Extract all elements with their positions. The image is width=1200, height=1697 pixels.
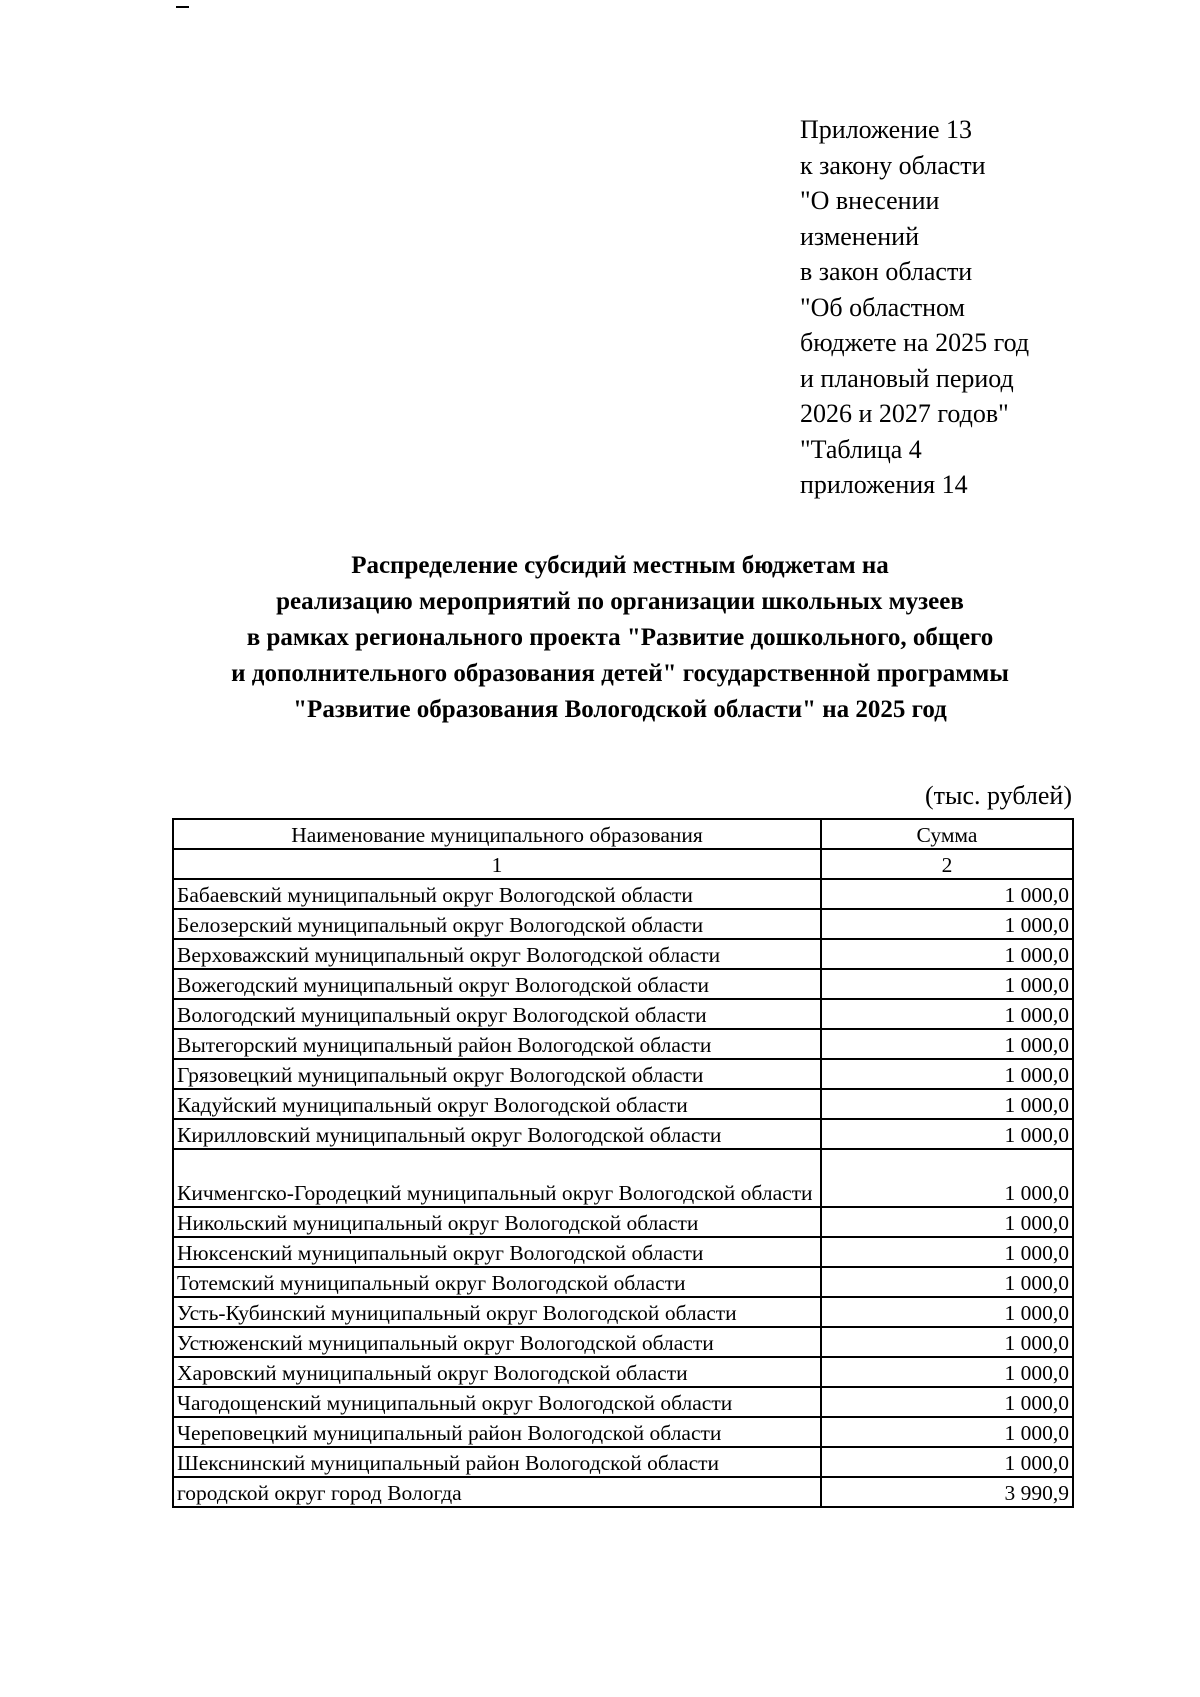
appendix-line: и плановый период (800, 363, 1014, 393)
appendix-line: приложения 14 (800, 470, 968, 499)
column-number: 2 (821, 849, 1073, 879)
municipality-name: Белозерский муниципальный округ Вологодской области (173, 909, 821, 939)
header-row (173, 819, 1073, 849)
subsidy-amount: 1 000,0 (821, 1417, 1073, 1447)
subsidy-amount: 1 000,0 (821, 1207, 1073, 1237)
subsidy-amount: 1 000,0 (821, 969, 1073, 999)
table-row (173, 1297, 1073, 1327)
municipality-name: Никольский муниципальный округ Вологодской области (173, 1207, 821, 1237)
appendix-line: изменений (800, 221, 920, 251)
appendix-line: "О внесении (800, 186, 940, 215)
table-row (173, 1327, 1073, 1357)
table-row (173, 879, 1073, 909)
table-row (173, 1089, 1073, 1119)
appendix-line: бюджете на 2025 год (800, 328, 1030, 357)
subsidy-amount: 1 000,0 (821, 1357, 1073, 1387)
municipality-name: Вытегорский муниципальный район Вологодской области (173, 1029, 821, 1059)
appendix-note (800, 112, 1100, 503)
table-row (173, 1357, 1073, 1387)
appendix-line: Приложение 13 (800, 115, 973, 144)
subsidy-amount: 1 000,0 (821, 879, 1073, 909)
table-row (173, 1029, 1073, 1059)
municipality-name: Череповецкий муниципальный район Вологодской области (173, 1417, 821, 1447)
appendix-line: в закон области (800, 257, 973, 286)
appendix-line: к закону области (800, 150, 986, 180)
municipality-name: Бабаевский муниципальный округ Вологодской области (173, 879, 821, 909)
table-row (173, 1267, 1073, 1297)
table-row (173, 1059, 1073, 1089)
title-line: реализацию мероприятий по организации школьных музеев (276, 588, 964, 615)
table-row (173, 969, 1073, 999)
municipality-name: Вожегодский муниципальный округ Вологодской области (173, 969, 821, 999)
municipality-name: Устюженский муниципальный округ Вологодской области (173, 1327, 821, 1357)
municipality-name: Кирилловский муниципальный округ Вологодской области (173, 1119, 821, 1149)
municipality-name: Нюксенский муниципальный округ Вологодской области (173, 1237, 821, 1267)
table-row (173, 1119, 1073, 1149)
table-row (173, 1477, 1073, 1507)
header-amount: Сумма (821, 819, 1073, 849)
column-number: 1 (173, 849, 821, 879)
title-line: "Развитие образования Вологодской области" на 2025 год (293, 696, 947, 723)
subsidy-amount: 1 000,0 (821, 1149, 1073, 1207)
table-row (173, 1387, 1073, 1417)
table-row (173, 1237, 1073, 1267)
title-line: Распределение субсидий местным бюджетам на (351, 552, 889, 579)
subsidy-amount: 1 000,0 (821, 1267, 1073, 1297)
subsidy-table (172, 818, 1074, 1508)
title-line: и дополнительного образования детей" государственной программы (231, 660, 1009, 687)
subsidy-amount: 3 990,9 (821, 1477, 1073, 1507)
units-label: (тыс. рублей) (924, 781, 1072, 810)
table-row (173, 1149, 1073, 1207)
subsidy-amount: 1 000,0 (821, 1119, 1073, 1149)
subsidy-amount: 1 000,0 (821, 1237, 1073, 1267)
document-title (120, 548, 1120, 728)
table-row (173, 1447, 1073, 1477)
subsidy-amount: 1 000,0 (821, 1089, 1073, 1119)
appendix-line: "Таблица 4 (800, 434, 922, 464)
municipality-name: городской округ город Вологда (173, 1477, 821, 1507)
municipality-name: Тотемский муниципальный округ Вологодской области (173, 1267, 821, 1297)
column-number-row (173, 849, 1073, 879)
page-mark-dash (176, 6, 189, 8)
subsidy-amount: 1 000,0 (821, 939, 1073, 969)
subsidy-amount: 1 000,0 (821, 1029, 1073, 1059)
subsidy-amount: 1 000,0 (821, 999, 1073, 1029)
municipality-name: Кичменгско-Городецкий муниципальный округ Вологодской области (173, 1149, 821, 1207)
municipality-name: Вологодский муниципальный округ Вологодской области (173, 999, 821, 1029)
table-row (173, 939, 1073, 969)
municipality-name: Шекснинский муниципальный район Вологодской области (173, 1447, 821, 1477)
appendix-line: "Об областном (800, 292, 965, 322)
municipality-name: Харовский муниципальный округ Вологодской области (173, 1357, 821, 1387)
subsidy-amount: 1 000,0 (821, 1327, 1073, 1357)
municipality-name: Усть-Кубинский муниципальный округ Вологодской области (173, 1297, 821, 1327)
subsidy-amount: 1 000,0 (821, 1297, 1073, 1327)
table-row (173, 909, 1073, 939)
table-row (173, 1417, 1073, 1447)
municipality-name: Кадуйский муниципальный округ Вологодской области (173, 1089, 821, 1119)
subsidy-amount: 1 000,0 (821, 1059, 1073, 1089)
header-name: Наименование муниципального образования (173, 819, 821, 849)
appendix-line: 2026 и 2027 годов" (800, 399, 1009, 428)
municipality-name: Верховажский муниципальный округ Вологодской области (173, 939, 821, 969)
subsidy-amount: 1 000,0 (821, 1387, 1073, 1417)
municipality-name: Чагодощенский муниципальный округ Вологодской области (173, 1387, 821, 1417)
table-row (173, 999, 1073, 1029)
title-line: в рамках регионального проекта "Развитие дошкольного, общего (246, 624, 994, 651)
municipality-name: Грязовецкий муниципальный округ Вологодской области (173, 1059, 821, 1089)
subsidy-amount: 1 000,0 (821, 909, 1073, 939)
subsidy-amount: 1 000,0 (821, 1447, 1073, 1477)
table-row (173, 1207, 1073, 1237)
